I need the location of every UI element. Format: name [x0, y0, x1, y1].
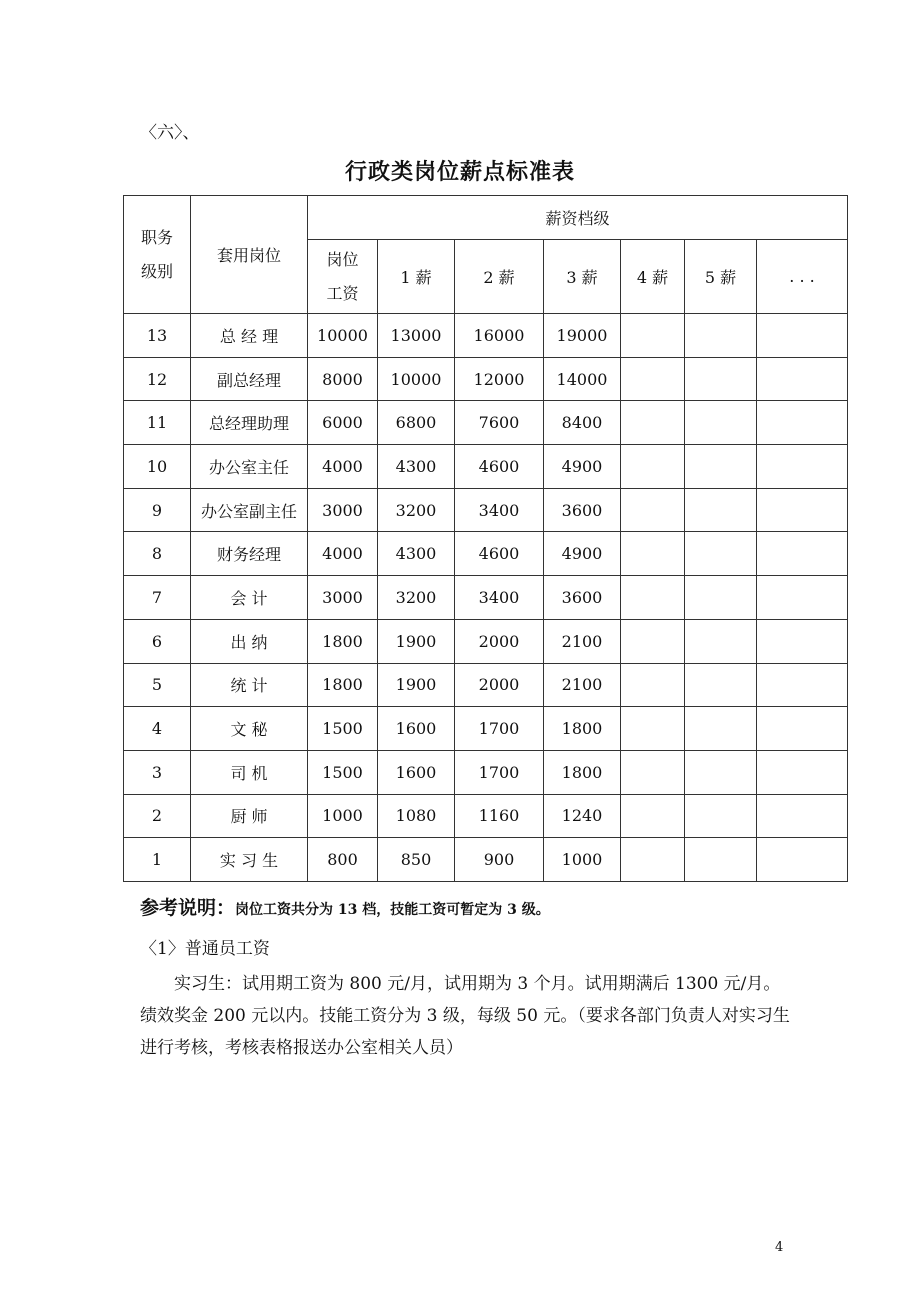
- table-row: [124, 445, 848, 489]
- cell-empty: [757, 314, 848, 358]
- header-step-2: 2 薪: [455, 240, 544, 314]
- cell-empty: [685, 445, 757, 489]
- cell-grade: 9: [124, 488, 191, 532]
- cell-s1: 850: [378, 838, 455, 882]
- cell-s3: 14000: [544, 357, 621, 401]
- table-row: [124, 576, 848, 620]
- cell-base: 6000: [308, 401, 378, 445]
- cell-base: 10000: [308, 314, 378, 358]
- cell-position: 实 习 生: [191, 838, 308, 882]
- cell-s2: 3400: [455, 576, 544, 620]
- cell-empty: [621, 576, 685, 620]
- cell-empty: [685, 357, 757, 401]
- cell-empty: [757, 357, 848, 401]
- cell-empty: [757, 707, 848, 751]
- cell-base: 1800: [308, 663, 378, 707]
- cell-s1: 3200: [378, 576, 455, 620]
- cell-grade: 8: [124, 532, 191, 576]
- header-grade: 职务 级别: [124, 196, 191, 314]
- sub-heading: 〈1〉普通员工资: [140, 939, 270, 959]
- cell-empty: [685, 576, 757, 620]
- cell-s3: 4900: [544, 532, 621, 576]
- table-row: [124, 488, 848, 532]
- cell-empty: [621, 750, 685, 794]
- cell-position: 总 经 理: [191, 314, 308, 358]
- cell-s2: 2000: [455, 663, 544, 707]
- cell-empty: [685, 794, 757, 838]
- cell-s1: 1600: [378, 707, 455, 751]
- cell-empty: [685, 750, 757, 794]
- cell-grade: 12: [124, 357, 191, 401]
- cell-base: 1800: [308, 619, 378, 663]
- cell-position: 文 秘: [191, 707, 308, 751]
- cell-empty: [685, 314, 757, 358]
- cell-empty: [757, 750, 848, 794]
- cell-grade: 5: [124, 663, 191, 707]
- cell-empty: [685, 401, 757, 445]
- cell-s2: 3400: [455, 488, 544, 532]
- cell-s3: 2100: [544, 619, 621, 663]
- cell-empty: [757, 488, 848, 532]
- table-row: [124, 532, 848, 576]
- cell-s3: 1800: [544, 707, 621, 751]
- cell-empty: [685, 532, 757, 576]
- cell-empty: [621, 488, 685, 532]
- cell-empty: [621, 838, 685, 882]
- cell-s3: 8400: [544, 401, 621, 445]
- header-step-1: 1 薪: [378, 240, 455, 314]
- cell-grade: 3: [124, 750, 191, 794]
- table-body: [124, 314, 848, 882]
- cell-empty: [757, 401, 848, 445]
- header-step-3: 3 薪: [544, 240, 621, 314]
- cell-s2: 4600: [455, 532, 544, 576]
- cell-s1: 4300: [378, 445, 455, 489]
- cell-s2: 1700: [455, 707, 544, 751]
- cell-position: 办公室主任: [191, 445, 308, 489]
- cell-s3: 3600: [544, 488, 621, 532]
- cell-empty: [621, 619, 685, 663]
- cell-position: 厨 师: [191, 794, 308, 838]
- cell-base: 3000: [308, 488, 378, 532]
- cell-s2: 12000: [455, 357, 544, 401]
- cell-position: 出 纳: [191, 619, 308, 663]
- cell-base: 1500: [308, 707, 378, 751]
- cell-empty: [621, 532, 685, 576]
- cell-s3: 3600: [544, 576, 621, 620]
- cell-position: 财务经理: [191, 532, 308, 576]
- cell-s2: 1700: [455, 750, 544, 794]
- cell-empty: [685, 663, 757, 707]
- cell-s1: 1900: [378, 619, 455, 663]
- cell-s2: 1160: [455, 794, 544, 838]
- reference-note-text: 岗位工资共分为 13 档，技能工资可暂定为 3 级。: [235, 902, 550, 918]
- cell-s1: 1900: [378, 663, 455, 707]
- cell-grade: 7: [124, 576, 191, 620]
- cell-position: 会 计: [191, 576, 308, 620]
- cell-empty: [685, 838, 757, 882]
- reference-note: [140, 893, 550, 920]
- cell-base: 4000: [308, 445, 378, 489]
- cell-position: 司 机: [191, 750, 308, 794]
- table-row: [124, 357, 848, 401]
- page-number: 4: [775, 1240, 784, 1255]
- cell-empty: [757, 576, 848, 620]
- cell-s1: 13000: [378, 314, 455, 358]
- cell-grade: 10: [124, 445, 191, 489]
- header-step-4: 4 薪: [621, 240, 685, 314]
- cell-base: 1000: [308, 794, 378, 838]
- header-step-more: . . .: [757, 240, 848, 314]
- cell-base: 800: [308, 838, 378, 882]
- cell-s1: 1600: [378, 750, 455, 794]
- cell-s1: 6800: [378, 401, 455, 445]
- cell-position: 总经理助理: [191, 401, 308, 445]
- cell-empty: [685, 619, 757, 663]
- cell-empty: [685, 488, 757, 532]
- cell-grade: 1: [124, 838, 191, 882]
- cell-s3: 1000: [544, 838, 621, 882]
- cell-base: 4000: [308, 532, 378, 576]
- cell-s2: 2000: [455, 619, 544, 663]
- table-row: [124, 794, 848, 838]
- cell-base: 1500: [308, 750, 378, 794]
- cell-position: 办公室副主任: [191, 488, 308, 532]
- table-row: [124, 401, 848, 445]
- table-row: [124, 663, 848, 707]
- table-row: [124, 619, 848, 663]
- header-position: 套用岗位: [191, 196, 308, 314]
- cell-empty: [621, 707, 685, 751]
- table-row: [124, 707, 848, 751]
- cell-position: 统 计: [191, 663, 308, 707]
- table-title: 行政类岗位薪点标准表: [344, 160, 575, 185]
- header-base-pay: 岗位 工资: [308, 240, 378, 314]
- table-row: [124, 314, 848, 358]
- cell-grade: 2: [124, 794, 191, 838]
- cell-s3: 4900: [544, 445, 621, 489]
- cell-empty: [757, 619, 848, 663]
- cell-s1: 4300: [378, 532, 455, 576]
- cell-empty: [757, 838, 848, 882]
- cell-empty: [621, 314, 685, 358]
- header-salary-group: 薪资档级: [308, 196, 848, 240]
- cell-s1: 3200: [378, 488, 455, 532]
- cell-empty: [685, 707, 757, 751]
- cell-s2: 4600: [455, 445, 544, 489]
- cell-empty: [621, 794, 685, 838]
- cell-position: 副总经理: [191, 357, 308, 401]
- cell-empty: [757, 532, 848, 576]
- table-row: [124, 838, 848, 882]
- cell-base: 8000: [308, 357, 378, 401]
- cell-s1: 1080: [378, 794, 455, 838]
- intern-paragraph: 实习生：试用期工资为 800 元/月，试用期为 3 个月。试用期满后 1300 元/月。绩效奖金 200 元以内。技能工资分为 3 级，每级 50 元。（要求各部门负责人对实习生进行考核，考核表格报送办公室相关人员）: [140, 974, 790, 1058]
- cell-grade: 11: [124, 401, 191, 445]
- cell-grade: 6: [124, 619, 191, 663]
- cell-s3: 19000: [544, 314, 621, 358]
- header-step-5: 5 薪: [685, 240, 757, 314]
- cell-empty: [621, 401, 685, 445]
- cell-s2: 900: [455, 838, 544, 882]
- salary-table: [123, 195, 848, 882]
- cell-s3: 2100: [544, 663, 621, 707]
- cell-empty: [621, 357, 685, 401]
- cell-base: 3000: [308, 576, 378, 620]
- cell-grade: 4: [124, 707, 191, 751]
- cell-s2: 7600: [455, 401, 544, 445]
- cell-s2: 16000: [455, 314, 544, 358]
- cell-s3: 1240: [544, 794, 621, 838]
- cell-s1: 10000: [378, 357, 455, 401]
- cell-empty: [621, 445, 685, 489]
- table-row: [124, 750, 848, 794]
- section-label: 〈六〉、: [140, 123, 200, 143]
- cell-s3: 1800: [544, 750, 621, 794]
- cell-empty: [757, 794, 848, 838]
- reference-note-lead: 参考说明：: [140, 897, 236, 919]
- cell-empty: [621, 663, 685, 707]
- cell-empty: [757, 663, 848, 707]
- cell-empty: [757, 445, 848, 489]
- cell-grade: 13: [124, 314, 191, 358]
